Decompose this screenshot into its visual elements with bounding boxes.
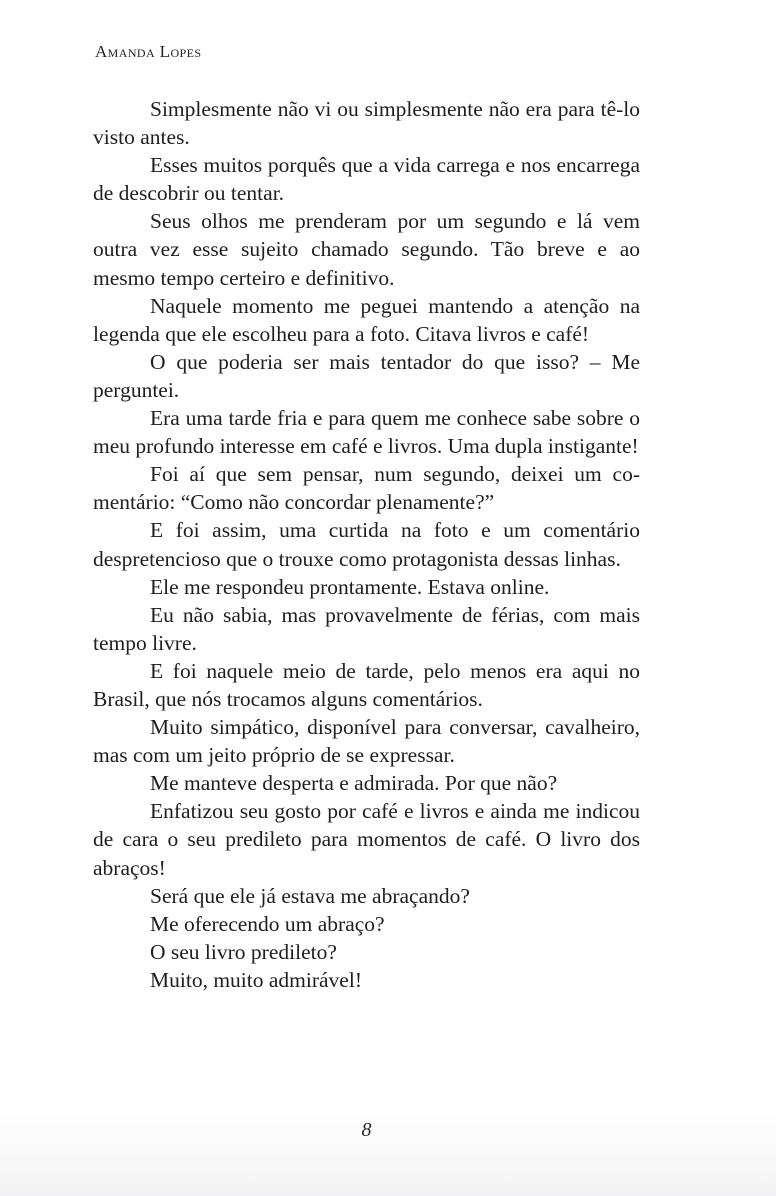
paragraph: Muito simpático, disponível para conversar, cavalheiro, mas com um jeito próprio de se expressar. — [93, 715, 640, 768]
paragraph: Eu não sabia, mas provavelmente de férias, com mais tempo livre. — [93, 602, 640, 655]
body-text — [93, 95, 640, 994]
paragraph: Naquele momento me peguei mantendo a atenção na legenda que ele escolheu para a foto. Citava livros e café! — [93, 293, 640, 346]
running-header-author: Amanda Lopes — [95, 42, 202, 61]
paragraph: Era uma tarde fria e para quem me conhece sabe sobre o meu profundo interesse em café e livros. Uma dupla instigante! — [93, 406, 640, 459]
paragraph: O seu livro predileto? — [150, 939, 337, 964]
paragraph: Será que ele já estava me abraçando? — [150, 883, 470, 908]
paragraph: Me oferecendo um abraço? — [150, 911, 385, 936]
paragraph: E foi naquele meio de tarde, pelo menos era aqui no Brasil, que nós trocamos alguns comentários. — [93, 658, 640, 711]
paragraph: Muito, muito admirável! — [150, 967, 362, 992]
paragraph: Foi aí que sem pensar, num segundo, deixei um comentário: “Como não concordar plenamente?” — [93, 462, 640, 515]
paragraph: O que poderia ser mais tentador do que isso? – Me perguntei. — [93, 349, 640, 402]
paragraph: E foi assim, uma curtida na foto e um comentário despretencioso que o trouxe como protagonista dessas linhas. — [93, 518, 640, 571]
paragraph: Me manteve desperta e admirada. Por que não? — [150, 771, 558, 796]
paragraph: Seus olhos me prenderam por um segundo e lá vem outra vez esse sujeito chamado segundo. Tão breve e ao mesmo tempo certeiro e definitivo. — [93, 209, 640, 290]
paragraph: Enfatizou seu gosto por café e livros e ainda me indicou de cara o seu predileto para momentos de café. O livro dos abraços! — [93, 799, 640, 880]
paragraph: Ele me respondeu prontamente. Estava online. — [150, 574, 550, 599]
paragraph: Esses muitos porquês que a vida carrega e nos encarrega de descobrir ou tentar. — [93, 153, 640, 206]
paragraph: Simplesmente não vi ou simplesmente não era para tê-lo visto antes. — [93, 97, 640, 150]
page-number: 8 — [361, 1119, 372, 1141]
